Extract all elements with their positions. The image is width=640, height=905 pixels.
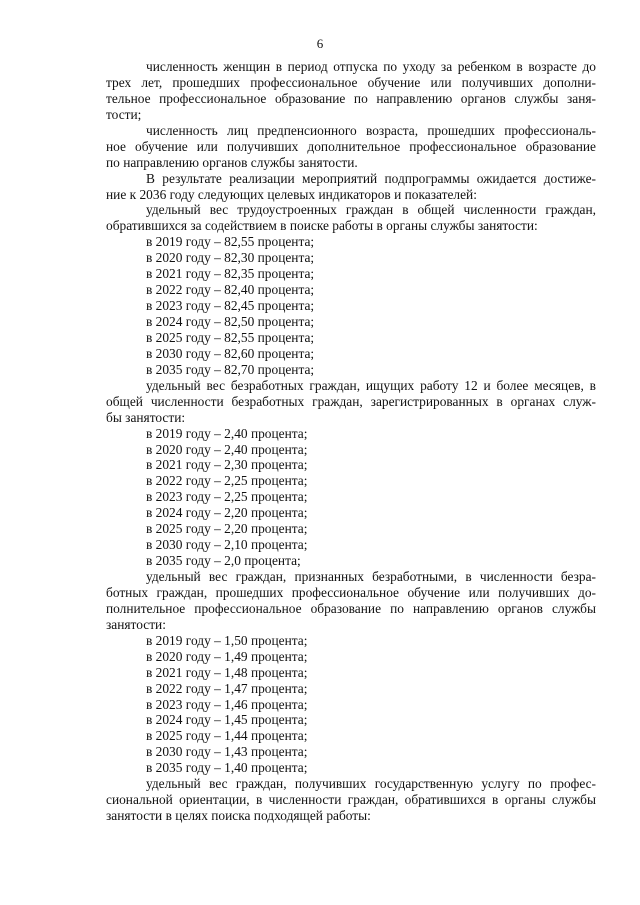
text-line: в 2019 году – 82,55 процента; [146, 234, 315, 250]
text-line: в 2022 году – 1,47 процента; [146, 680, 308, 696]
text-line: тельное профессиональное образование по направлению органов службы заня- [106, 90, 596, 106]
text-line: в 2021 году – 82,35 процента; [146, 266, 315, 282]
text-line: занятости: [106, 616, 166, 632]
text-line: в 2025 году – 82,55 процента; [146, 329, 315, 345]
text-line: в 2021 году – 1,48 процента; [146, 664, 308, 680]
text-line: тости; [106, 106, 142, 122]
text-line: в 2024 году – 2,20 процента; [146, 505, 308, 521]
text-line: в 2024 году – 82,50 процента; [146, 314, 315, 329]
text-line: в 2035 году – 82,70 процента; [146, 361, 315, 377]
text-line: полнительное профессиональное образование по направлению органов службы [106, 600, 596, 616]
text-line: в 2019 году – 1,50 процента; [146, 632, 308, 648]
text-line: общей численности безработных граждан, зарегистрированных в органах служ- [106, 393, 596, 409]
text-line: в 2022 году – 82,40 процента; [146, 282, 315, 298]
text-line: в 2030 году – 82,60 процента; [146, 345, 315, 361]
text-line: численность женщин в период отпуска по уходу за ребенком в возрасте до [146, 59, 596, 74]
text-line: по направлению органов службы занятости. [106, 154, 358, 170]
text-line: в 2023 году – 2,25 процента; [146, 489, 308, 505]
page-number: 6 [316, 36, 324, 51]
text-line: трех лет, прошедших профессиональное обучение или получивших дополни- [106, 74, 596, 90]
text-line: в 2020 году – 2,40 процента; [146, 441, 308, 457]
text-line: удельный вес граждан, получивших государственную услугу по профес- [146, 776, 596, 792]
text-line: в 2020 году – 1,49 процента; [146, 648, 308, 664]
text-line: в 2024 году – 1,45 процента; [146, 712, 308, 728]
text-line: в 2022 году – 2,25 процента; [146, 473, 308, 489]
text-line: в 2023 году – 1,46 процента; [146, 696, 308, 712]
text-line: в 2020 году – 82,30 процента; [146, 250, 315, 266]
text-line: удельный вес безработных граждан, ищущих работу 12 и более месяцев, в [146, 377, 596, 393]
text-line: В результате реализации мероприятий подпрограммы ожидается достиже- [146, 170, 596, 186]
text-line: в 2019 году – 2,40 процента; [146, 425, 308, 441]
text-line: в 2030 году – 2,10 процента; [146, 537, 308, 553]
text-line: ние к 2036 году следующих целевых индикаторов и показателей: [106, 186, 477, 202]
text-line: сиональной ориентации, в численности граждан, обратившихся в органы службы [106, 792, 596, 808]
text-line: в 2035 году – 2,0 процента; [146, 553, 301, 569]
text-line: занятости в целях поиска подходящей работы: [106, 808, 371, 824]
text-line: в 2035 году – 1,40 процента; [146, 760, 308, 776]
text-line: в 2023 году – 82,45 процента; [146, 298, 315, 314]
text-line: ное обучение или получивших дополнительное профессиональное образование [106, 138, 596, 154]
text-line: в 2025 году – 1,44 процента; [146, 728, 308, 744]
text-line: удельный вес трудоустроенных граждан в общей численности граждан, [146, 202, 596, 218]
text-line: ботных граждан, прошедших профессиональное обучение или получивших до- [106, 584, 596, 600]
text-line: в 2030 году – 1,43 процента; [146, 744, 308, 760]
text-line: в 2025 году – 2,20 процента; [146, 521, 308, 537]
body-text [106, 59, 596, 824]
text-line: удельный вес граждан, признанных безработными, в численности безра- [146, 569, 596, 584]
text-line: бы занятости: [106, 409, 186, 425]
text-line: в 2021 году – 2,30 процента; [146, 457, 308, 473]
text-line: обратившихся за содействием в поиске работы в органы службы занятости: [106, 218, 538, 234]
text-line: численность лиц предпенсионного возраста, прошедших профессиональ- [146, 122, 596, 138]
